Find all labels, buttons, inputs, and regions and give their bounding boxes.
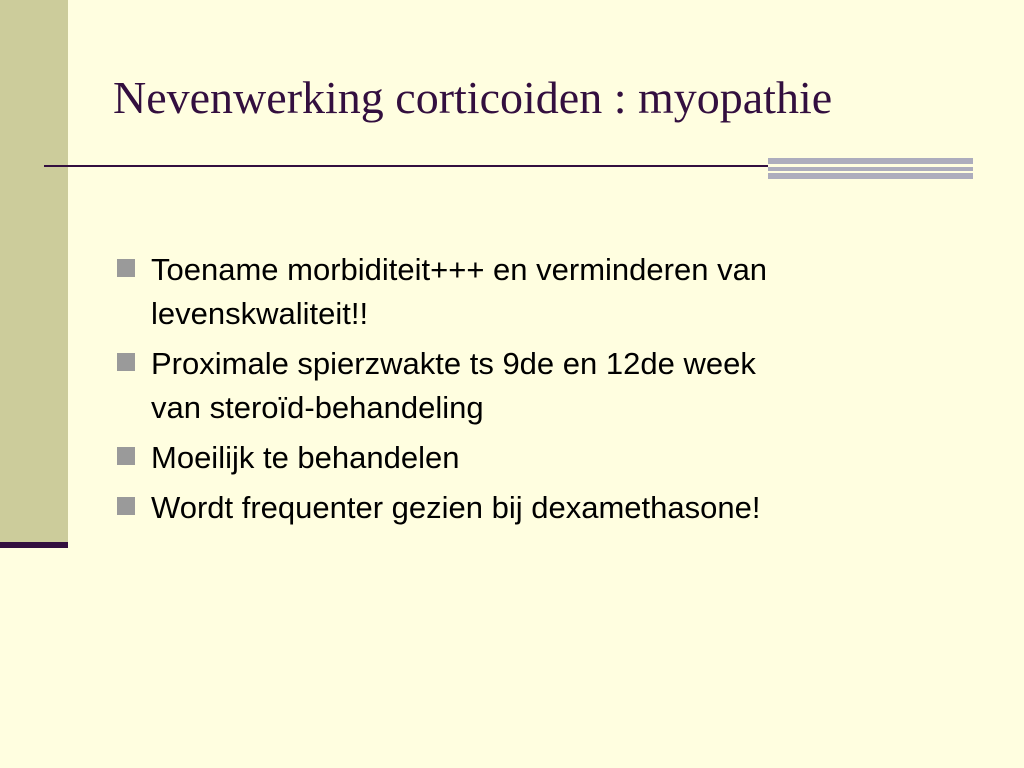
bullet-item <box>113 486 973 530</box>
bullet-text-line: levenskwaliteit!! <box>151 296 369 331</box>
square-bullet-icon <box>117 259 135 277</box>
square-bullet-icon <box>117 497 135 515</box>
title-divider-line <box>44 165 768 167</box>
bullet-text-line: Toename morbiditeit+++ en verminderen van <box>151 252 768 287</box>
bullet-text-line: van steroïd-behandeling <box>151 390 484 425</box>
bullet-item <box>113 342 973 430</box>
left-accent-bar <box>0 542 68 548</box>
square-bullet-icon <box>117 353 135 371</box>
title-divider-stripes <box>768 158 973 179</box>
slide-title: Nevenwerking corticoiden : myopathie <box>113 72 833 123</box>
bullet-text-line: Wordt frequenter gezien bij dexamethasone! <box>151 490 761 525</box>
bullet-item <box>113 248 973 336</box>
square-bullet-icon <box>117 447 135 465</box>
bullet-text-line: Proximale spierzwakte ts 9de en 12de week <box>151 346 756 381</box>
left-decorative-band <box>0 0 68 546</box>
bullet-list <box>113 248 973 536</box>
bullet-text-line: Moeilijk te behandelen <box>151 440 460 475</box>
bullet-item <box>113 436 973 480</box>
